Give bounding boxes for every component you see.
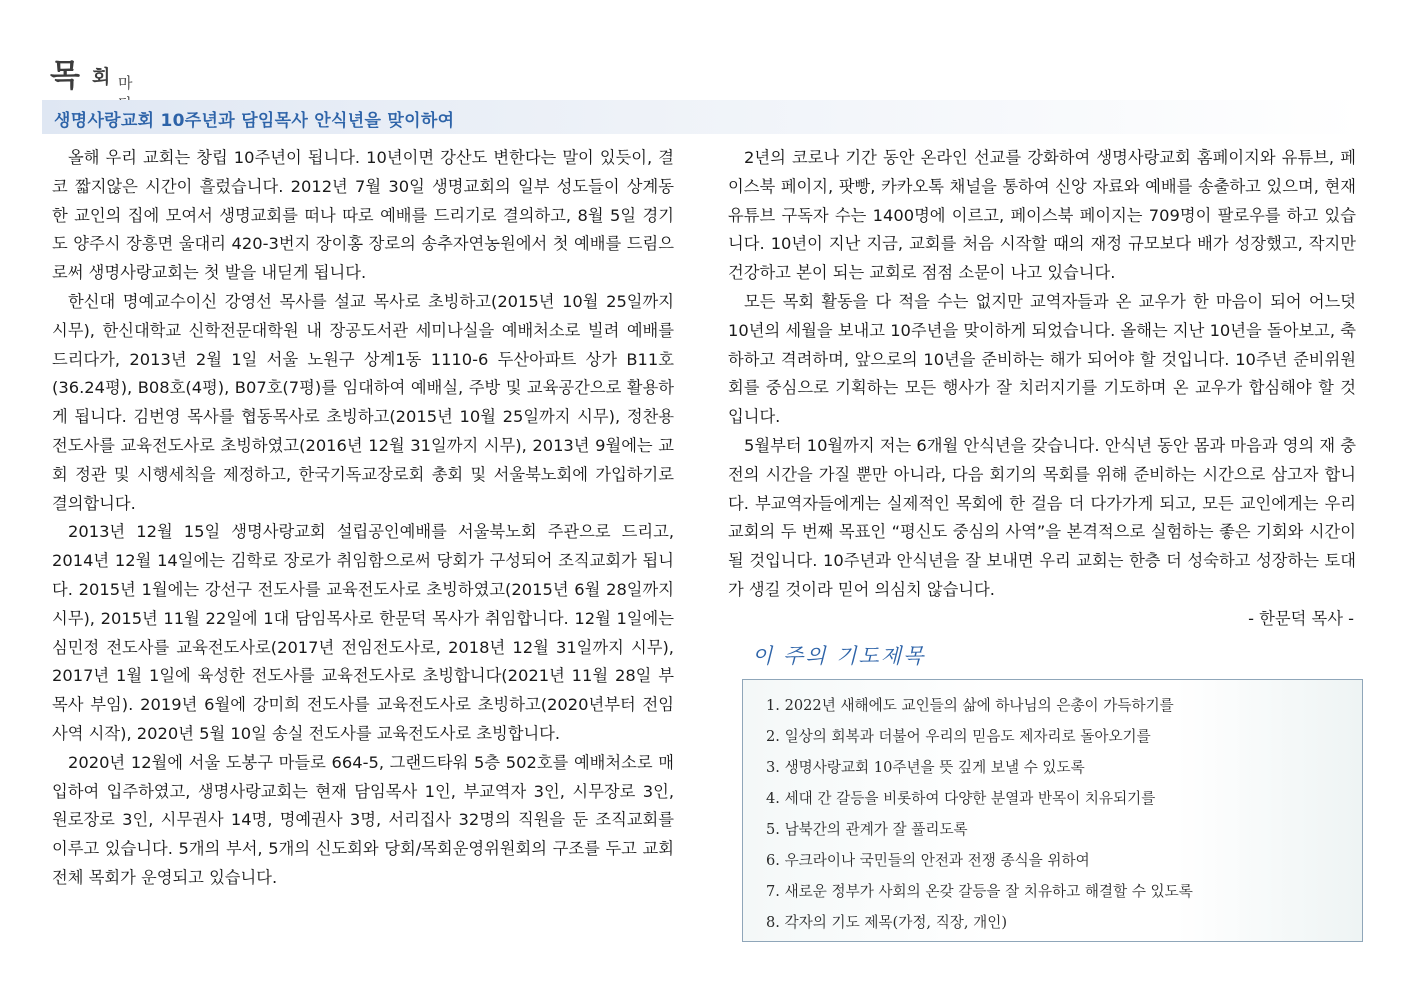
right-column	[728, 144, 1356, 634]
paragraph: 모든 목회 활동을 다 적을 수는 없지만 교역자들과 온 교우가 한 마음이 되어 어느덧 10년의 세월을 보내고 10주년을 맞이하게 되었습니다. 올해는 지난 10년을 돌아보고, 축하하고 격려하며, 앞으로의 10년을 준비하는 해가 되어야 할 것입니다. 10주년 준비위원회를 중심으로 기획하는 모든 행사가 잘 치러지기를 기도하며 온 교우가 합심해야 할 것입니다.	[728, 291, 1356, 427]
author-signature: - 한문덕 목사 -	[1248, 608, 1354, 628]
article-title: 생명사랑교회 10주년과 담임목사 안식년을 맞이하여	[54, 111, 455, 131]
prayer-item: 4. 세대 간 갈등을 비롯하여 다양한 분열과 반목이 치유되기를	[766, 790, 1156, 807]
prayer-title: 이 주의 기도제목	[752, 644, 926, 668]
section-logo-big: 목	[50, 58, 79, 94]
paragraph: 2년의 코로나 기간 동안 온라인 선교를 강화하여 생명사랑교회 홈페이지와 유튜브, 페이스북 페이지, 팟빵, 카카오톡 채널을 통하여 신앙 자료와 예배를 송출하고 있으며, 현재 유튜브 구독자 수는 1400명에 이르고, 페이스북 페이지는 709명이 팔로우를 하고 있습니다. 10년이 지난 지금, 교회를 처음 시작할 때의 재정 규모보다 배가 성장했고, 작지만 건강하고 본이 되는 교회로 점점 소문이 나고 있습니다.	[728, 148, 1356, 283]
prayer-item: 3. 생명사랑교회 10주년을 뜻 깊게 보낼 수 있도록	[766, 759, 1085, 776]
prayer-item: 1. 2022년 새해에도 교인들의 삶에 하나님의 은총이 가득하기를	[766, 697, 1174, 714]
prayer-item: 6. 우크라이나 국민들의 안전과 전쟁 종식을 위하여	[766, 852, 1090, 869]
prayer-list	[743, 680, 1362, 938]
paragraph: 2020년 12월에 서울 도봉구 마들로 664-5, 그랜드타워 5층 502호를 예배처소로 매입하여 입주하였고, 생명사랑교회는 현재 담임목사 1인, 부교역자 3인, 시무장로 3인, 원로장로 3인, 시무권사 14명, 명예권사 3명, 서리집사 32명의 직원을 둔 조직교회를 이루고 있습니다. 5개의 부서, 5개의 신도회와 당회/목회운영위원회의 구조를 두고 교회 전체 목회가 운영되고 있습니다.	[52, 752, 674, 887]
section-logo-small: 마	[118, 74, 133, 92]
prayer-item: 8. 각자의 기도 제목(가정, 직장, 개인)	[766, 914, 1008, 931]
prayer-item: 2. 일상의 회복과 더불어 우리의 믿음도 제자리로 돌아오기를	[766, 728, 1151, 745]
prayer-item: 7. 새로운 정부가 사회의 온갖 갈등을 잘 치유하고 해결할 수 있도록	[766, 883, 1193, 900]
paragraph: 한신대 명예교수이신 강영선 목사를 설교 목사로 초빙하고(2015년 10월 25일까지 시무), 한신대학교 신학전문대학원 내 장공도서관 세미나실을 예배처소로 빌려 예배를 드리다가, 2013년 2월 1일 서울 노원구 상계1동 1110-6 두산아파트 상가 B11호(36.24평), B08호(4평), B07호(7평)를 임대하여 예배실, 주방 및 교육공간으로 활용하게 됩니다. 김번영 목사를 협동목사로 초빙하고(2015년 10월 25일까지 시무), 정찬용 전도사를 교육전도사로 초빙하였고(2016년 12월 31일까지 시무), 2013년 9월에는 교회 정관 및 시행세칙을 제정하고, 한국기독교장로회 총회 및 서울북노회에 가입하기로 결의합니다.	[52, 291, 674, 513]
prayer-list-box	[742, 679, 1363, 942]
left-column	[52, 144, 674, 893]
paragraph: 5월부터 10월까지 저는 6개월 안식년을 갖습니다. 안식년 동안 몸과 마음과 영의 재 충전의 시간을 가질 뿐만 아니라, 다음 회기의 목회를 위해 준비하는 시간으로 삼고자 합니다. 부교역자들에게는 실제적인 목회에 한 걸음 더 다가가게 되고, 모든 교인에게는 우리 교회의 두 번째 목표인 “평신도 중심의 사역”을 본격적으로 실험하는 좋은 기회와 시간이 될 것입니다. 10주년과 안식년을 잘 보내면 우리 교회는 한층 더 성숙하고 성장하는 토대가 생길 것이라 믿어 의심치 않습니다.	[728, 435, 1357, 599]
paragraph: 2013년 12월 15일 생명사랑교회 설립공인예배를 서울북노회 주관으로 드리고, 2014년 12월 14일에는 김학로 장로가 취임함으로써 당회가 구성되어 조직교회가 됩니다. 2015년 1월에는 강선구 전도사를 교육전도사로 초빙하였고(2015년 6월 28일까지 시무), 2015년 11월 22일에 1대 담임목사로 한문덕 목사가 취임합니다. 12월 1일에는 심민정 전도사를 교육전도사로(2017년 전임전도사로, 2018년 12월 31일까지 시무), 2017년 1월 1일에 육성한 전도사를 교육전도사로 초빙합니다(2021년 11월 28일 부목사 부임). 2019년 6월에 강미희 전도사를 교육전도사로 초빙하고(2020년부터 전임 사역 시작), 2020년 5월 10일 송실 전도사를 교육전도사로 초빙합니다.	[52, 522, 674, 743]
prayer-item: 5. 남북간의 관계가 잘 풀리도록	[766, 821, 968, 838]
section-logo-mid: 회	[92, 66, 111, 88]
paragraph: 올해 우리 교회는 창립 10주년이 됩니다. 10년이면 강산도 변한다는 말이 있듯이, 결코 짧지않은 시간이 흘렀습니다. 2012년 7월 30일 생명교회의 일부 성도들이 상계동 한 교인의 집에 모여서 생명교회를 떠나 따로 예배를 드리기로 결의하고, 8월 5일 경기도 양주시 장흥면 울대리 420-3번지 장이홍 장로의 송추자연농원에서 첫 예배를 드림으로써 생명사랑교회는 첫 발을 내딛게 됩니다.	[52, 148, 674, 283]
article-title-bar	[42, 100, 1362, 134]
